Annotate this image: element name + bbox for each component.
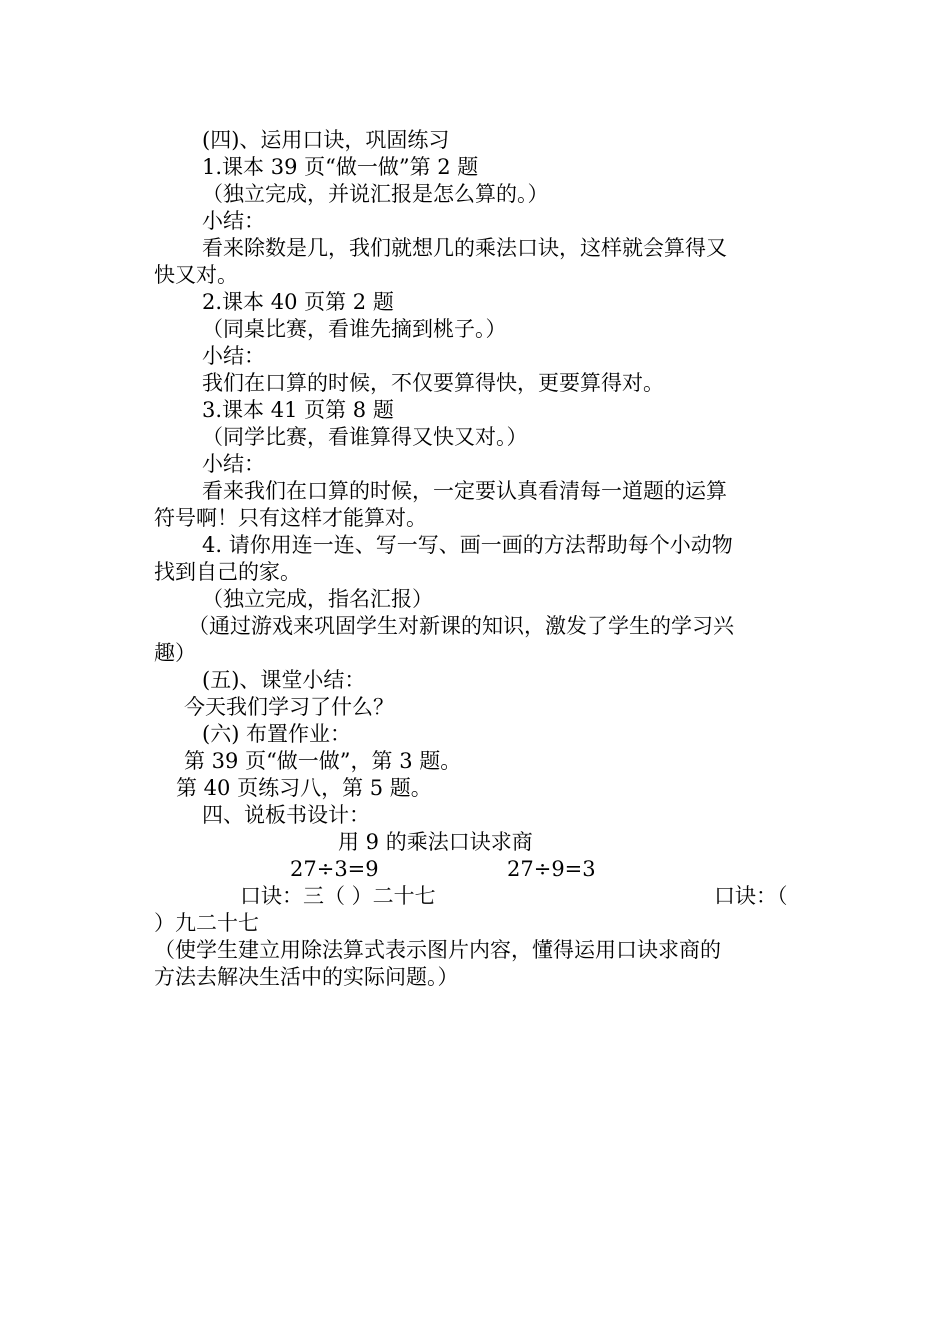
board-design-heading: 四、说板书设计：	[202, 803, 370, 827]
summary-text-2: 我们在口算的时候，不仅要算得快，更要算得对。	[202, 371, 664, 395]
section-heading-4: (四)、运用口诀，巩固练习	[202, 128, 450, 152]
exercise-3-title: 3.课本 41 页第 8 题	[202, 398, 394, 422]
exercise-4-title-a: 4. 请你用连一连、写一写、画一画的方法帮助每个小动物	[202, 533, 733, 557]
class-summary-text: 今天我们学习了什么？	[184, 695, 394, 719]
design-note-b: 趣）	[154, 641, 196, 665]
exercise-2-note: （同桌比赛，看谁先摘到桃子。）	[202, 317, 507, 341]
homework-item-1: 第 39 页“做一做”，第 3 题。	[184, 749, 462, 773]
summary-label-1: 小结：	[202, 209, 265, 233]
board-equation-2: 27÷9=3	[507, 857, 596, 881]
exercise-1-title: 1.课本 39 页“做一做”第 2 题	[202, 155, 479, 179]
exercise-4-title-b: 找到自己的家。	[154, 560, 301, 584]
summary-text-3b: 符号啊！只有这样才能算对。	[154, 506, 427, 530]
section-heading-5: (五)、课堂小结：	[202, 668, 366, 692]
exercise-2-title: 2.课本 40 页第 2 题	[202, 290, 394, 314]
board-mnemonic-2b: ）九二十七	[154, 911, 259, 935]
summary-text-3a: 看来我们在口算的时候，一定要认真看清每一道题的运算	[202, 479, 727, 503]
summary-label-2: 小结：	[202, 344, 265, 368]
closing-note-b: 方法去解决生活中的实际问题。）	[154, 965, 459, 989]
summary-text-1a: 看来除数是几，我们就想几的乘法口诀，这样就会算得又	[202, 236, 727, 260]
board-title: 用 9 的乘法口诀求商	[338, 830, 533, 854]
design-note-a: （通过游戏来巩固学生对新课的知识，激发了学生的学习兴	[188, 614, 734, 638]
board-mnemonic-1: 口诀：三（ ）二十七	[240, 884, 436, 908]
board-mnemonic-2a: 口诀：（	[714, 884, 788, 908]
summary-text-1b: 快又对。	[154, 263, 238, 287]
closing-note-a: （使学生建立用除法算式表示图片内容，懂得运用口诀求商的	[154, 938, 721, 962]
homework-item-2: 第 40 页练习八，第 5 题。	[176, 776, 432, 800]
exercise-4-note: （独立完成，指名汇报）	[202, 587, 433, 611]
summary-label-3: 小结：	[202, 452, 265, 476]
section-heading-6: (六) 布置作业：	[202, 722, 352, 746]
exercise-3-note: （同学比赛，看谁算得又快又对。）	[202, 425, 528, 449]
board-equation-1: 27÷3=9	[290, 857, 379, 881]
exercise-1-note: （独立完成，并说汇报是怎么算的。）	[202, 182, 549, 206]
